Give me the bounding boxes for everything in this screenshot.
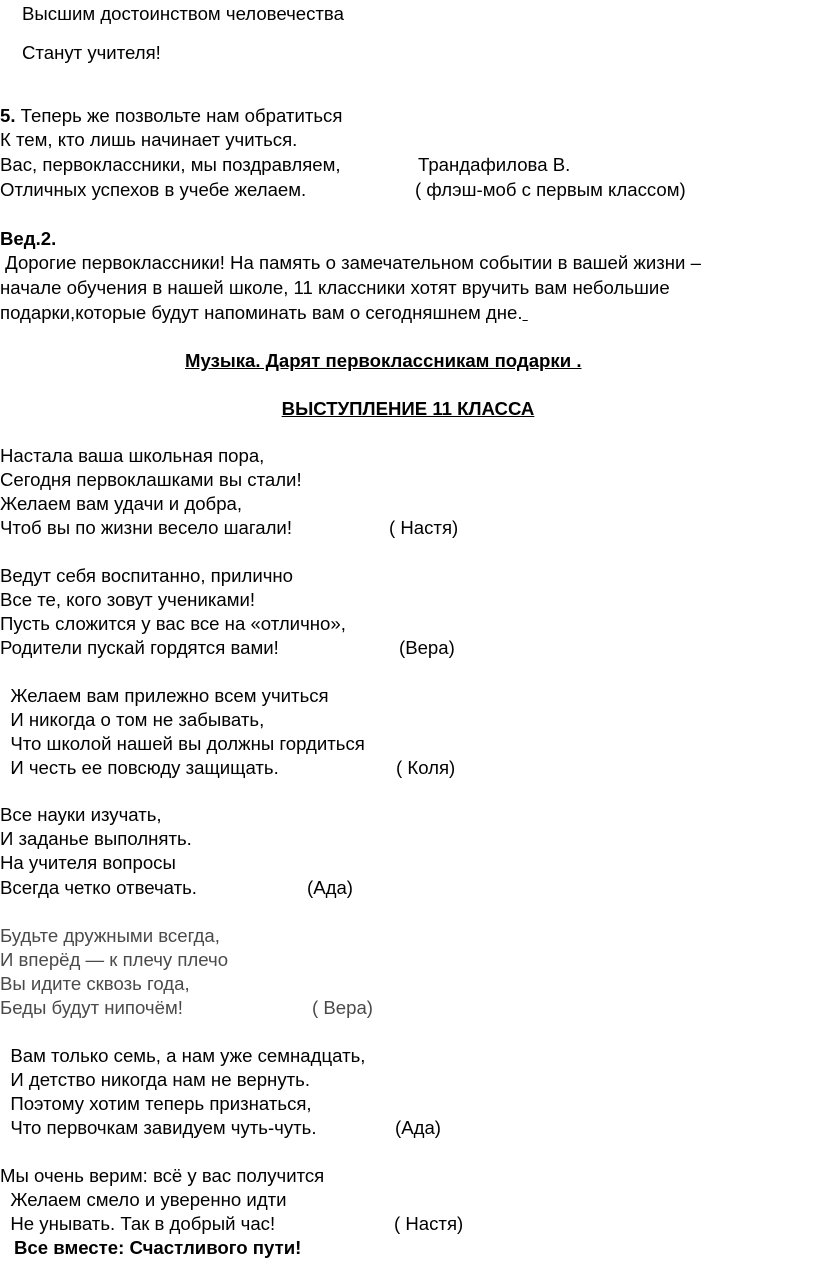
verse7-speaker: ( Настя) bbox=[394, 1213, 464, 1234]
verse2-line-2: Все те, кого зовут учениками! bbox=[0, 589, 256, 610]
performance-heading: ВЫСТУПЛЕНИЕ 11 КЛАССА bbox=[281, 398, 535, 419]
verse3-line-3: Что школой нашей вы должны гордиться bbox=[0, 733, 365, 754]
verse6-line-3: Поэтому хотим теперь признаться, bbox=[0, 1093, 312, 1114]
verse1-line-1: Настала ваша школьная пора, bbox=[0, 445, 265, 466]
verse4-line-3: На учителя вопросы bbox=[0, 852, 176, 873]
verse2-line-1: Ведут себя воспитанно, прилично bbox=[0, 565, 294, 586]
verse4-speaker: (Ада) bbox=[307, 877, 353, 898]
verse5-speaker: ( Вера) bbox=[312, 997, 373, 1018]
verse5-line-3: Вы идите сквозь года, bbox=[0, 973, 190, 994]
verse5-line-1: Будьте дружными всегда, bbox=[0, 925, 220, 946]
verse1-speaker: ( Настя) bbox=[389, 517, 459, 538]
stanza5-line-4: Отличных успехов в учебе желаем. bbox=[0, 179, 307, 200]
verse3-line-4: И честь ее повсюду защищать. bbox=[0, 757, 279, 778]
verse7-line-2: Желаем смело и уверенно идти bbox=[0, 1189, 287, 1210]
stanza5-note: ( флэш-моб с первым классом) bbox=[415, 179, 686, 200]
stanza5-line-1-text: Теперь же позвольте нам обратиться bbox=[15, 105, 343, 126]
stanza5-number: 5. bbox=[0, 105, 16, 126]
verse7-line-3: Не унывать. Так в добрый час! bbox=[0, 1213, 276, 1234]
finale-line: Все вместе: Счастливого пути! bbox=[14, 1237, 302, 1258]
stanza5-line-2: К тем, кто лишь начинает учиться. bbox=[0, 129, 298, 150]
verse6-line-2: И детство никогда нам не вернуть. bbox=[0, 1069, 310, 1090]
stanza5-line-3: Вас, первоклассники, мы поздравляем, bbox=[0, 154, 341, 175]
verse1-line-4: Чтоб вы по жизни весело шагали! bbox=[0, 517, 292, 538]
verse3-line-2: И никогда о том не забывать, bbox=[0, 709, 265, 730]
intro-line-2-text: Станут учителя! bbox=[22, 42, 161, 63]
music-heading: Музыка. Дарят первоклассникам подарки . bbox=[185, 350, 582, 371]
intro-line-1 bbox=[0, 2, 344, 26]
verse4-line-1: Все науки изучать, bbox=[0, 804, 162, 825]
verse1-line-2: Сегодня первоклашками вы стали! bbox=[0, 469, 302, 490]
ved2-text-line-2: начале обучения в нашей школе, 11 классники хотят вручить вам небольшие bbox=[0, 277, 670, 298]
verse3-line-1: Желаем вам прилежно всем учиться bbox=[0, 685, 329, 706]
ved2-text-line-1: Дорогие первоклассники! На память о замечательном событии в вашей жизни – bbox=[0, 252, 701, 273]
ved2-text-line-3 bbox=[0, 301, 528, 325]
verse5-line-4: Беды будут нипочём! bbox=[0, 997, 183, 1018]
ved2-label: Вед.2. bbox=[0, 228, 57, 249]
verse1-line-3: Желаем вам удачи и добра, bbox=[0, 493, 243, 514]
verse4-line-4: Всегда четко отвечать. bbox=[0, 877, 197, 898]
intro-line-2 bbox=[0, 41, 161, 65]
verse6-line-4: Что первочкам завидуем чуть-чуть. bbox=[0, 1117, 317, 1138]
verse3-speaker: ( Коля) bbox=[396, 757, 456, 778]
stanza5-author: Трандафилова В. bbox=[418, 154, 571, 175]
intro-line-1-text: Высшим достоинством человечества bbox=[22, 3, 344, 24]
verse6-line-1: Вам только семь, а нам уже семнадцать, bbox=[0, 1045, 366, 1066]
verse4-line-2: И заданье выполнять. bbox=[0, 828, 192, 849]
trailing-underline bbox=[523, 302, 528, 323]
verse7-line-1: Мы очень верим: всё у вас получится bbox=[0, 1165, 325, 1186]
stanza5-line-1 bbox=[0, 104, 342, 128]
ved2-text-line-3-text: подарки,которые будут напоминать вам о сегодняшнем дне. bbox=[0, 302, 523, 323]
verse5-line-2: И вперёд — к плечу плечо bbox=[0, 949, 229, 970]
verse2-line-3: Пусть сложится у вас все на «отлично», bbox=[0, 613, 346, 634]
verse2-line-4: Родители пускай гордятся вами! bbox=[0, 637, 279, 658]
verse2-speaker: (Вера) bbox=[399, 637, 455, 658]
verse6-speaker: (Ада) bbox=[395, 1117, 441, 1138]
